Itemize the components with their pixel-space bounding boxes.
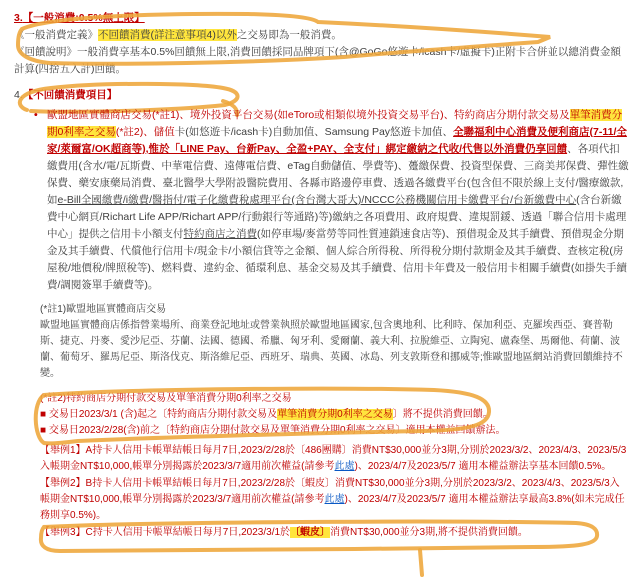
text-run: (含台新繳費中心網頁/Richart Life APP/Richart APP/行動銀行等通路)等)繳納之各項費用、政府規費、違規罰鍰、透過「聯合信用卡處理中心」提供之信用卡小額支付 [47,194,627,240]
reward-explanation [14,44,629,78]
note2-installment [40,391,629,439]
excluded-items-paragraph [14,107,629,294]
text-run: 【舉例2】B持卡人信用卡帳單結帳日每月7日,2023/2/28於〔蝦皮〕消費NT$30,000並分3期,分別於2023/3/2、2023/4/3、2023/5/3入帳期金NT$10,000,帳單分別揭露於2023/3/7適用前次權益(請參考 [40,478,620,505]
text-run: 歐盟地區實體商店交易(*註1)、境外投資平台交易(如eToro或相類似境外投資交易平台)、特約商店分期付款交易及 [47,109,570,121]
text-run: e-Bill全國繳費/i繳費/醫指付/電子化繳費稅處理平台(含台灣大哥大)/NCCC公務機關信用卡繳費平台/台新繳費中心 [57,194,577,206]
inline-link[interactable]: 此處 [324,494,345,505]
note1-eu-stores [40,302,629,382]
text-run: 全聯福利中心消費及便利商店(7-11/全家/萊爾富/OK超商等),惟於「LINE Pay、台新Pay、全盈+PAY、全支付」綁定繳納之代收/代售以外消費仍享回饋 [47,126,627,155]
text-run: 單筆消費分期0利率之交易 [47,109,623,138]
text-run: 特約商店之消費 [183,228,257,240]
text-run: 〔蝦皮〕 [290,527,331,538]
note1-body [40,318,629,382]
note2-rule-after [40,407,629,423]
text-run: 【不回饋消費項目】 [22,89,118,101]
example-3 [40,525,629,541]
bullet-glyph: • [34,109,38,121]
text-run: 卡(如悠遊卡/icash卡)自動加值、Samsung Pay悠遊卡加值、 [174,126,454,138]
text-run: 《一般消費定義》 [14,29,98,41]
note2-rule-before [40,423,629,439]
text-run: (*註2)特約商店分期付款交易及單筆消費分期0利率之交易 [40,393,292,404]
text-run: 3. [14,12,23,24]
text-run: 4. [14,89,23,101]
text-run: 【舉例1】A持卡人信用卡帳單結帳日每月7日,2023/2/28於〔486團購〕消費NT$30,000並分3期,分別於2023/3/2、2023/4/3、2023/5/3入帳期金NT$10,000,帳單分別揭露於2023/3/7適用前次權益(請參考 [40,445,627,472]
section-excluded-heading-wrap [14,87,117,104]
text-run: (如停車場/麥當勞等同性質連鎖速食店等)、預借現金及其手續費、預借現金分期金及其手續費、代償他行信用卡/現金卡/小額信貸等之金額、個人綜合所得稅、所得稅分期付款期金及其手續費、查核定稅(房屋稅/地價稅/牌照稅等)、燃料費、違約金、循環利息、基金交易及其手續費、信用卡年費及一般信用卡相關手續費(如掛失手續費/調閱簽單手續費等)。 [47,228,627,291]
text-run: )、2023/4/7及2023/5/7 適用本權益辦法享最高3.8%(如未完成任務則享0.5%)。 [40,494,625,521]
text-run: 【一般消費:0.5%無上限】 [22,12,145,24]
excluded-items-heading [14,87,117,104]
inline-link[interactable]: 此處 [334,461,355,472]
text-run: ■ 交易日2023/2/28(含)前之〔特約商店分期付款交易及單筆消費分期0利率之交易〕適用本權益回饋辦法。 [40,425,506,436]
example-1 [40,443,629,475]
example-3-wrap [40,525,629,541]
text-run: 《回饋說明》一般消費享基本0.5%回饋無上限,消費回饋採同品牌項下(含@GoGo悠遊卡/icash卡/虛擬卡)正附卡合併並以總消費金額計算(四捨五入計)回饋。 [14,46,621,75]
notes-area [40,302,629,541]
excluded-items-text [47,107,629,294]
text-run: 之交易即為一般消費。 [236,29,342,41]
text-run: 【舉例3】C持卡人信用卡帳單結帳日每月7日,2023/3/1於 [40,527,291,538]
text-run: 消費NT$30,000並分3期,將不提供消費回饋。 [330,527,528,538]
text-run: (*註1)歐盟地區實體商店交易 [40,304,167,315]
text-run: 單筆消費分期0利率之交易 [277,409,393,420]
note1-title [40,302,629,318]
text-run: 、各項代扣繳費用(含水/電/瓦斯費、中華電信費、遠傳電信費、eTag自動儲值、學費等)、躉繳保費、投資型保費、三商美邦保費、彈性繳保費、藥安康藥局消費、臺北醫學大學附設醫院費用、各縣市路邊停車費、透過各繳費平台(包含但不限於線上支付/醫療繳款,如 [47,143,629,206]
section-general-spending [14,10,629,78]
text-run: )、2023/4/7及2023/5/7 適用本權益辦法享基本回饋0.5%。 [354,461,612,472]
general-spending-definition [14,27,629,44]
note2-title [40,391,629,407]
text-run: (*註2)、儲值 [115,126,175,138]
text-run: ■ 交易日2023/3/1 (含)起之〔特約商店分期付款交易及 [40,409,278,420]
text-run: 不回饋消費(詳注意事項4)以外 [98,29,237,41]
text-run: 〕將不提供消費回饋。 [392,409,493,420]
example-2 [40,476,629,524]
general-spending-heading [14,10,629,27]
text-run: 歐盟地區實體商店係指營業場所、商業登記地址或營業執照於歐盟地區國家,包含奧地利、比利時、保加利亞、克羅埃西亞、賽普勒斯、捷克、丹麥、愛沙尼亞、芬蘭、法國、德國、希臘、匈牙利、愛爾蘭、義大利、拉脫維亞、立陶宛、盧森堡、馬爾他、荷蘭、波蘭、葡萄牙、羅馬尼亞、斯洛伐克、斯洛維尼亞、西班牙、瑞典、英國、冰島、列支敦斯登和挪威等;惟歐盟地區網站消費回饋維持不變。 [40,320,623,379]
